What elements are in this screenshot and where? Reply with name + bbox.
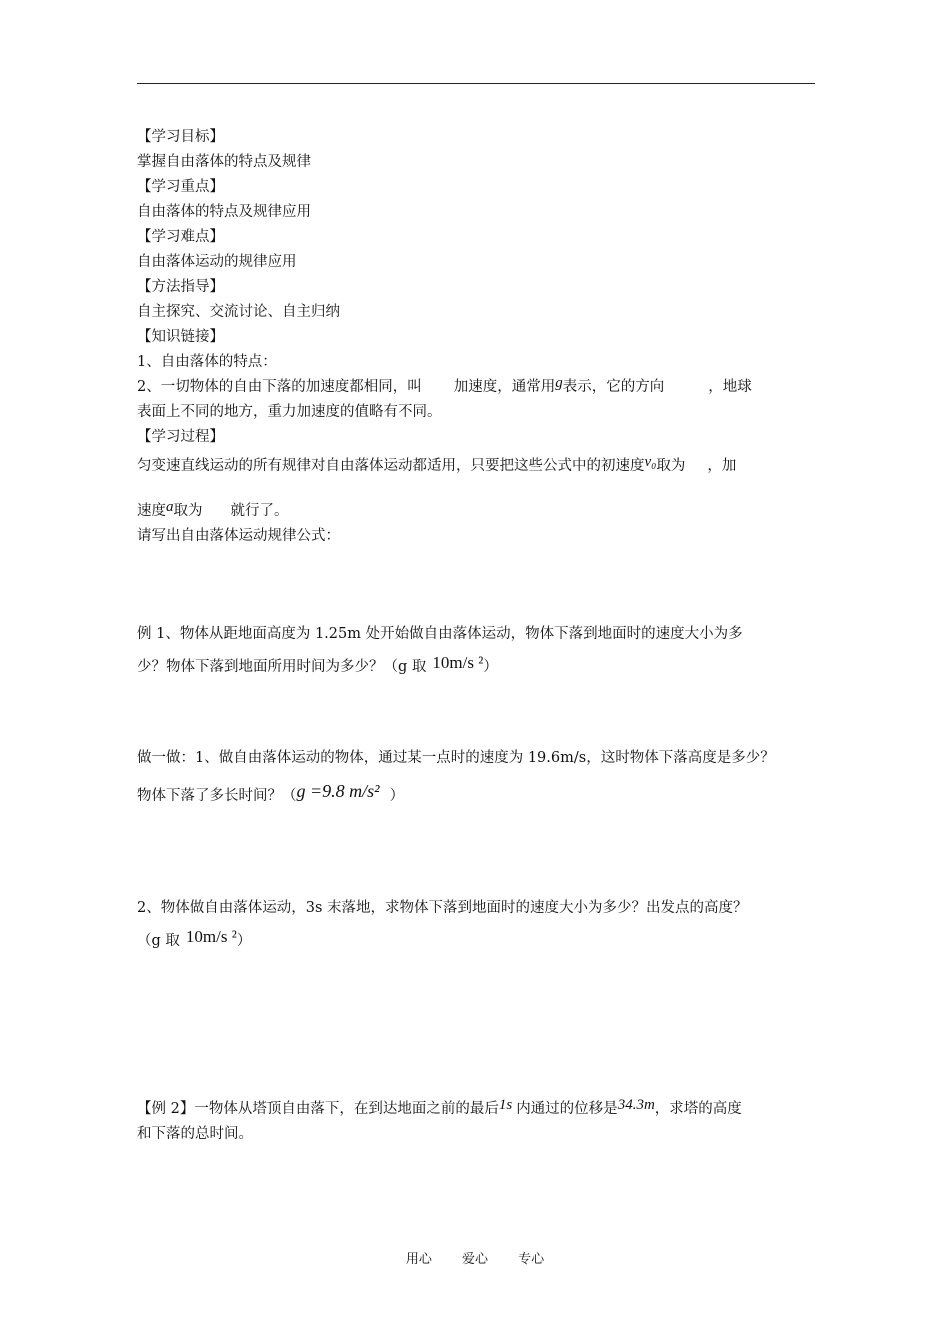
example-1-line-2-a: 少？物体下落到地面所用时间为多少？（g 取 [137,659,427,675]
process-a: 匀变速直线运动的所有规律对自由落体运动都适用，只要把这些公式中的初速度 [137,458,645,474]
symbol-a: a [166,499,174,515]
process-line2-b: 取为 [173,503,203,519]
try-1-formula: g =9.8 m/s² [296,781,380,801]
example-2-line-1 [137,1099,742,1119]
link-item-2-b: 加速度，通常用 [453,379,556,395]
footer-word-1: 用心 [405,1252,432,1267]
process-c: ，加 [707,458,737,474]
example-1-unit: 10m/s ² [432,653,484,672]
example-1-line-1: 例 1、物体从距地面高度为 1.25m 处开始做自由落体运动，物体下落到地面时的速度大小为多 [137,626,743,642]
example-2-line-2: 和下落的总时间。 [137,1126,253,1142]
try-1-line-1: 做一做：1、做自由落体运动的物体，通过某一点时的速度为 19.6m/s，这时物体下落高度是多少？ [137,750,775,766]
try-1-line-2-a: 物体下落了多长时间？（ [137,788,297,804]
example-2-line-1-b: 内通过的位移是 [516,1101,618,1117]
process-line-3: 请写出自由落体运动规律公式： [137,528,340,544]
try-1-line-2 [137,781,405,806]
example-2-1s: 1s [498,1097,513,1113]
example-1-line-2 [137,653,498,677]
try-2-line-2 [137,927,252,951]
example-1-line-2-b: ） [483,659,498,675]
page-footer [0,1248,950,1267]
link-item-2-line2: 表面上不同的地方，重力加速度的值略有不同。 [137,404,442,420]
try-2-line-2-b: ） [236,933,252,949]
goal-text: 掌握自由落体的特点及规律 [137,154,311,170]
link-item-2-a: 2、一切物体的自由下落的加速度都相同，叫 [137,379,422,395]
process-line-2 [137,501,289,521]
try-2-line-1: 2、物体做自由落体运动，3s 末落地，求物体下落到地面时的速度大小为多少？出发点的高度？ [137,900,748,916]
process-line-1 [137,456,736,476]
try-2-unit: 10m/s ² [185,927,237,946]
symbol-g: g [555,375,563,391]
key-heading: 【学习重点】 [137,179,224,195]
key-text: 自由落体的特点及规律应用 [137,204,311,220]
difficulty-heading: 【学习难点】 [137,229,224,245]
difficulty-text: 自由落体运动的规律应用 [137,254,297,270]
try-2-line-2-a: （g 取 [137,933,180,949]
example-2-distance: 34.3m [617,1097,655,1113]
process-heading: 【学习过程】 [137,429,224,445]
example-2-line-1-c: ，求塔的高度 [654,1101,742,1117]
footer-word-2: 爱心 [461,1252,488,1267]
link-item-2 [137,377,752,397]
try-1-line-2-b: ） [389,788,405,804]
link-item-1: 1、自由落体的特点： [137,354,277,370]
link-item-2-d: ，地球 [708,379,752,395]
footer-word-3: 专心 [518,1252,545,1267]
goal-heading: 【学习目标】 [137,129,224,145]
header-rule [137,83,815,84]
process-line2-a: 速度 [137,503,166,519]
method-heading: 【方法指导】 [137,279,224,295]
link-heading: 【知识链接】 [137,329,224,345]
method-text: 自主探究、交流讨论、自主归纳 [137,304,340,320]
process-line2-c: 就行了。 [230,503,289,519]
process-b: 取为 [656,458,686,474]
symbol-v0: v₀ [644,454,657,470]
link-item-2-c: 表示，它的方向 [562,379,665,395]
example-2-line-1-a: 【例 2】一物体从塔顶自由落下，在到达地面之前的最后 [137,1101,499,1117]
